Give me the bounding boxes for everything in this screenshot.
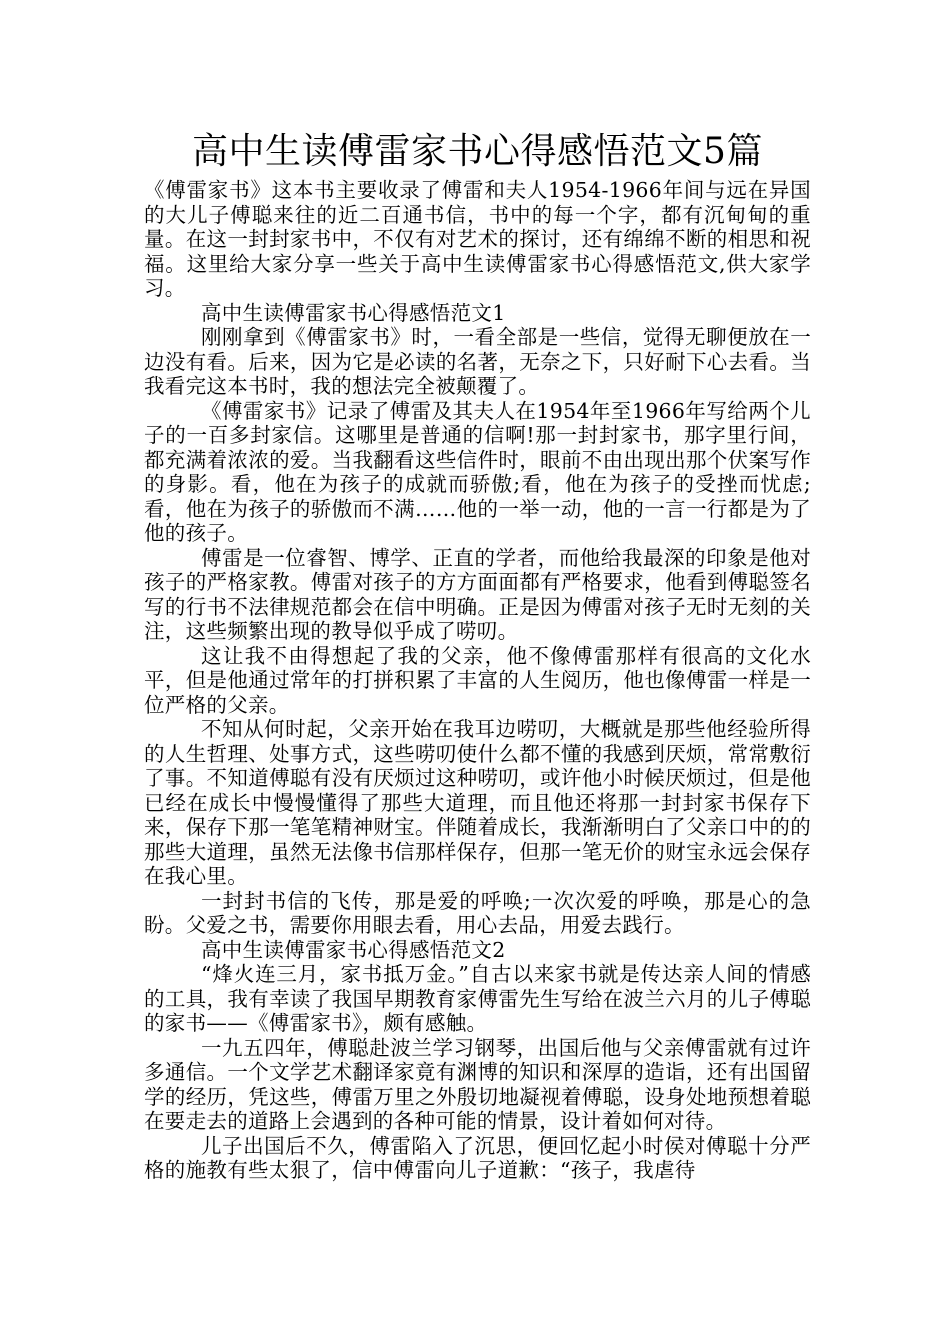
body-paragraph: 不知从何时起，父亲开始在我耳边唠叨，大概就是那些他经验所得的人生哲理、处事方式，这些唠叨使什么都不懂的我感到厌烦，常常敷衍了事。不知道傅聪有没有厌烦过这种唠叨，或许他小时候厌烦过，但是他已经在成长中慢慢懂得了那些大道理，而且他还将那一封封家书保存下来，保存下那一笔笔精神财宝。伴随着成长，我渐渐明白了父亲口中的的那些大道理，虽然无法像书信那样保存，但那一笔无价的财宝永远会保存在我心里。: [144, 717, 811, 888]
document-page: [144, 128, 811, 1183]
section-heading-1: 高中生读傅雷家书心得感悟范文1: [201, 300, 506, 325]
section-heading-2: 高中生读傅雷家书心得感悟范文2: [201, 937, 506, 962]
body-paragraph: 一封封书信的飞传，那是爱的呼唤;一次次爱的呼唤，那是心的急盼。父爱之书，需要你用眼去看，用心去品，用爱去践行。: [144, 888, 811, 937]
body-paragraph: 《傅雷家书》记录了傅雷及其夫人在1954年至1966年写给两个儿子的一百多封家信。这哪里是普通的信啊!那一封封家书，那字里行间，都充满着浓浓的爱。当我翻看这些信件时，眼前不由出现出那个伏案写作的身影。看，他在为孩子的成就而骄傲;看，他在为孩子的受挫而忧虑;看，他在为孩子的骄傲而不满……他的一举一动，他的一言一行都是为了他的孩子。: [144, 398, 811, 545]
body-paragraph: “烽火连三月，家书抵万金。”自古以来家书就是传达亲人间的情感的工具，我有幸读了我国早期教育家傅雷先生写给在波兰六月的儿子傅聪的家书——《傅雷家书》，颇有感触。: [144, 962, 811, 1035]
body-paragraph: 儿子出国后不久，傅雷陷入了沉思，便回忆起小时侯对傅聪十分严格的施教有些太狠了，信中傅雷向儿子道歉：“孩子，我虐待: [144, 1133, 811, 1182]
body-paragraph: 傅雷是一位睿智、博学、正直的学者，而他给我最深的印象是他对孩子的严格家教。傅雷对孩子的方方面面都有严格要求，他看到傅聪签名写的行书不法律规范都会在信中明确。正是因为傅雷对孩子无时无刻的关注，这些频繁出现的教导似乎成了唠叨。: [144, 545, 811, 643]
body-paragraph: 刚刚拿到《傅雷家书》时，一看全部是一些信，觉得无聊便放在一边没有看。后来，因为它是必读的名著，无奈之下，只好耐下心去看。当我看完这本书时，我的想法完全被颠覆了。: [144, 325, 811, 398]
body-paragraph: 这让我不由得想起了我的父亲，他不像傅雷那样有很高的文化水平，但是他通过常年的打拼积累了丰富的人生阅历，他也像傅雷一样是一位严格的父亲。: [144, 643, 811, 717]
document-title: 高中生读傅雷家书心得感悟范文5篇: [192, 131, 763, 172]
intro-paragraph: 《傅雷家书》这本书主要收录了傅雷和夫人1954-1966年间与远在异国的大儿子傅聪来往的近二百通书信，书中的每一个字，都有沉甸甸的重量。在这一封封家书中，不仅有对艺术的探讨，还有绵绵不断的相思和祝福。这里给大家分享一些关于高中生读傅雷家书心得感悟范文,供大家学习。: [144, 178, 811, 300]
body-paragraph: 一九五四年，傅聪赴波兰学习钢琴，出国后他与父亲傅雷就有过许多通信。一个文学艺术翻译家竟有渊博的知识和深厚的造诣，还有出国留学的经历，凭这些，傅雷万里之外殷切地凝视着傅聪，设身处地预想着聪在要走去的道路上会遇到的各种可能的情景，设计着如何对待。: [144, 1035, 811, 1133]
